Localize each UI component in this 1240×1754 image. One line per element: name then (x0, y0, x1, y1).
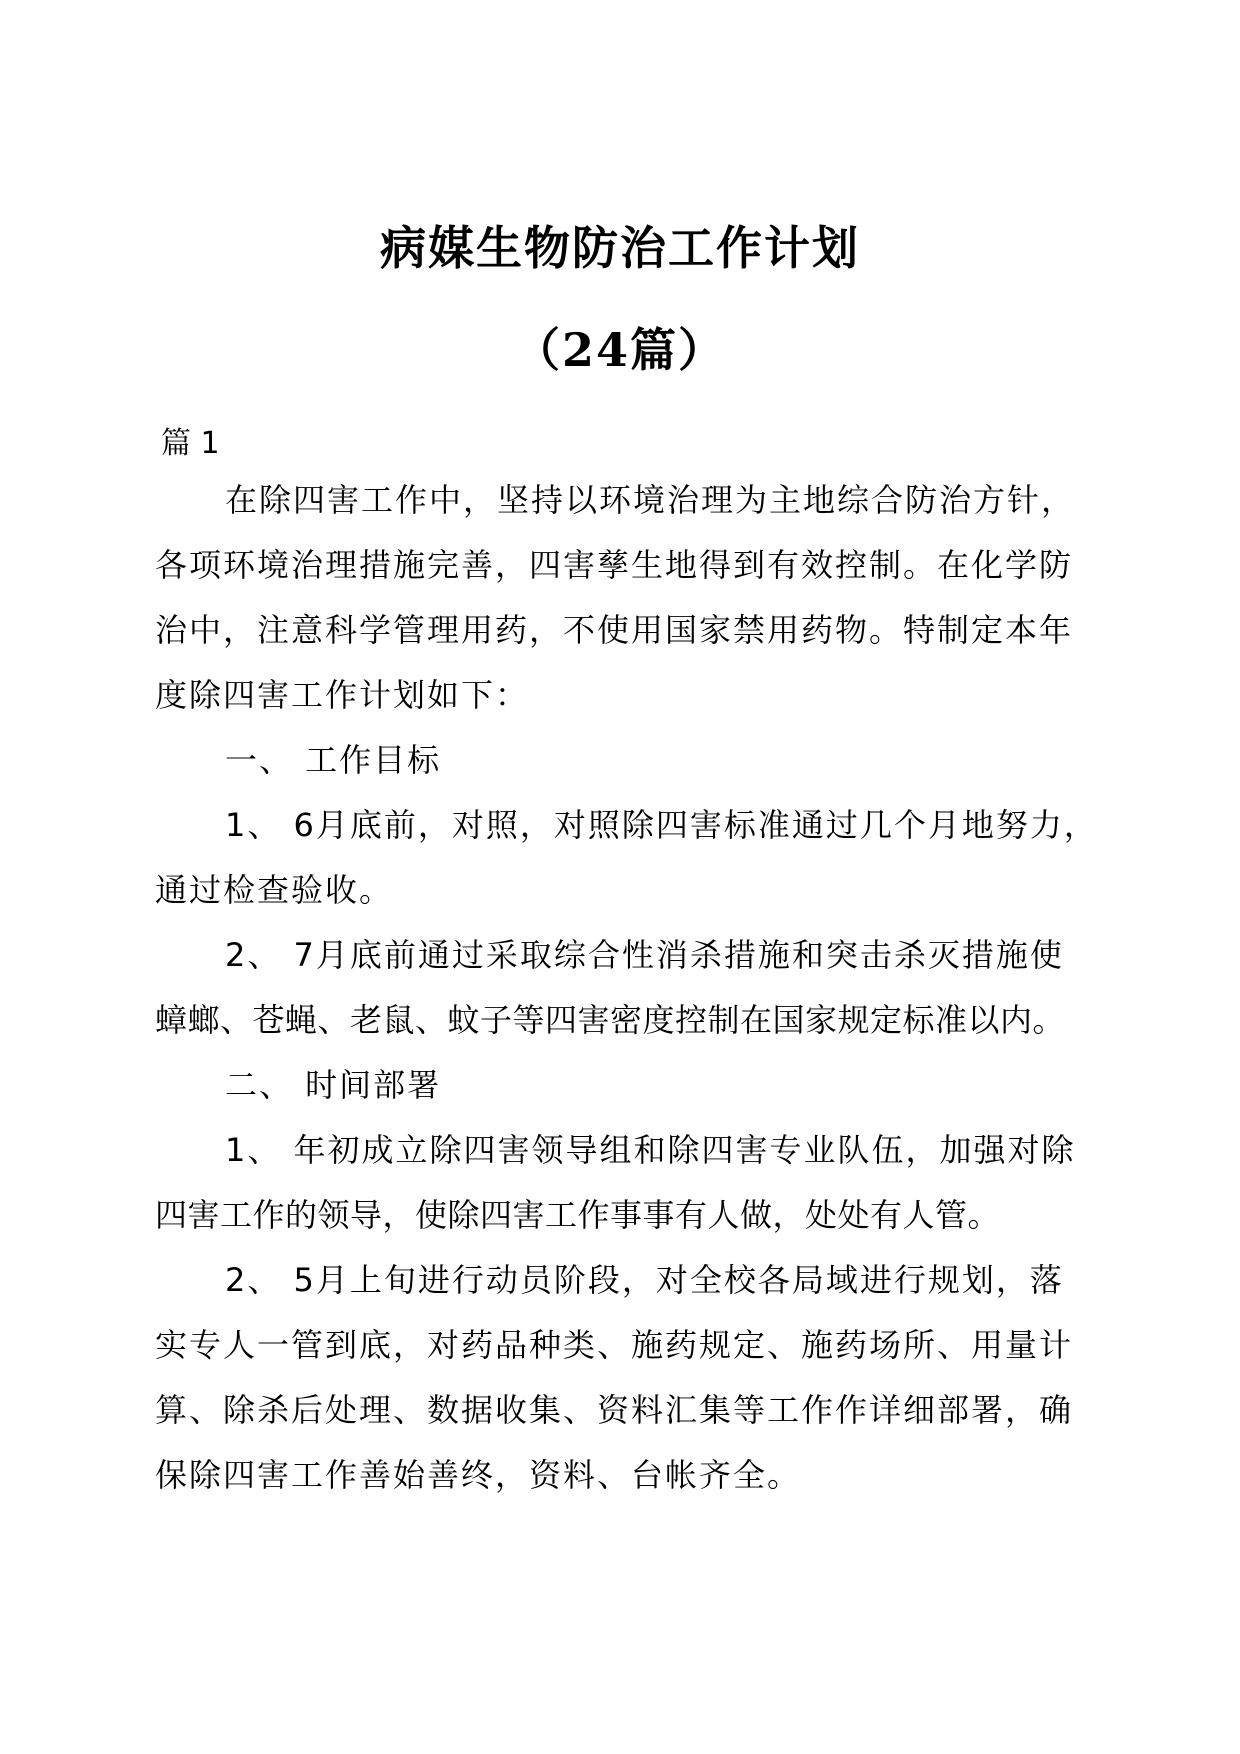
text-line: 通过检查验收。 (155, 871, 394, 909)
heading-work-goals (155, 728, 1095, 793)
text-line: 治中，注意科学管理用药，不使用国家禁用药物。特制定本年 (155, 611, 1074, 649)
heading-text: 一、 工作目标 (225, 741, 442, 779)
text-line: 蟑螂、苍蝇、老鼠、蚊子等四害密度控制在国家规定标准以内。 (155, 1001, 1066, 1039)
text-line: 1、 年初成立除四害领导组和除四害专业队伍，加强对除 (225, 1131, 1076, 1169)
text-line: 各项环境治理措施完善，四害孳生地得到有效控制。在化学防 (155, 546, 1074, 584)
text-line: 1、 6月底前，对照，对照除四害标准通过几个月地努力， (225, 806, 1098, 844)
document-subtitle: （24篇） (513, 323, 726, 377)
text-line: 实专人一管到底，对药品种类、施药规定、施药场所、用量计 (155, 1326, 1074, 1364)
document-title: 病媒生物防治工作计划 (380, 221, 860, 275)
heading-time-schedule (155, 1053, 1095, 1118)
text-line: 度除四害工作计划如下： (155, 676, 530, 714)
goal-item-1 (155, 793, 1098, 923)
text-line: 算、除杀后处理、数据收集、资料汇集等工作作详细部署，确 (155, 1391, 1074, 1429)
heading-text: 二、 时间部署 (225, 1066, 442, 1104)
goal-item-2 (155, 923, 1095, 1053)
schedule-item-2 (155, 1248, 1095, 1508)
text-line: 在除四害工作中，坚持以环境治理为主地综合防治方针， (225, 481, 1076, 519)
text-line: 2、 7月底前通过采取综合性消杀措施和突击杀灭措施使 (225, 936, 1064, 974)
text-line: 四害工作的领导，使除四害工作事事有人做，处处有人管。 (155, 1196, 1001, 1234)
intro-paragraph (155, 468, 1095, 728)
schedule-item-1 (155, 1118, 1095, 1248)
section-label: 篇 1 (161, 426, 220, 461)
text-line: 2、 5月上旬进行动员阶段，对全校各局域进行规划，落 (225, 1261, 1064, 1299)
text-line: 保除四害工作善始善终，资料、台帐齐全。 (155, 1456, 802, 1494)
